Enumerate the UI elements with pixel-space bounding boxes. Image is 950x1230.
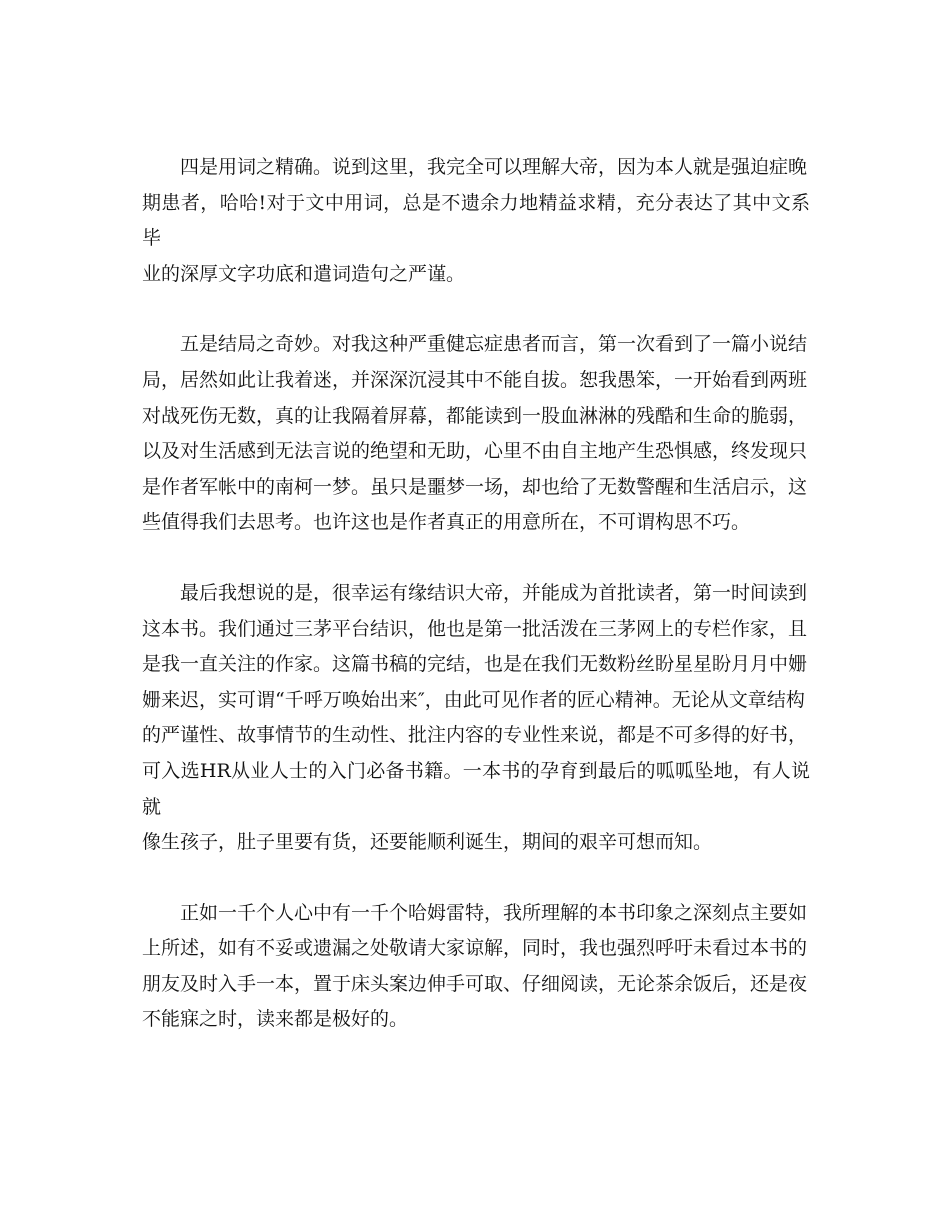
paragraph-ending: 五是结局之奇妙。对我这种严重健忘症患者而言，第一次看到了一篇小说结 局，居然如此让我着迷，并深深沉浸其中不能自拔。恕我愚笨，一开始看到两班 对战死伤无数，真的让我隔着屏幕，都能读到一股血淋淋的残酷和生命的脆弱， 以及对生活感到无法言说的绝望和无助，心里不由自主地产生恐惧感，终发现只 是作者军帐中的南柯一梦。虽只是噩梦一场，却也给了无数警醒和生活启示，这 些值得我们去思考。也许这也是作者真正的用意所在，不可谓构思不巧。 bbox=[142, 333, 808, 534]
document-body bbox=[142, 150, 810, 1038]
paragraph-word-precision: 四是用词之精确。说到这里，我完全可以理解大帝，因为本人就是强迫症晚 期患者，哈哈!对于文中用词，总是不遗余力地精益求精，充分表达了其中文系毕 业的深厚文字功底和遣词造句之严谨。 bbox=[142, 156, 810, 285]
paragraph-conclusion: 正如一千个人心中有一千个哈姆雷特，我所理解的本书印象之深刻点主要如 上所述，如有不妥或遗漏之处敬请大家谅解，同时，我也强烈呼吁未看过本书的 朋友及时入手一本，置于床头案边伸手可取、仔细阅读，无论茶余饭后，还是夜 不能寐之时，读来都是极好的。 bbox=[142, 901, 808, 1031]
paragraph-final-thoughts: 最后我想说的是，很幸运有缘结识大帝，并能成为首批读者，第一时间读到 这本书。我们通过三茅平台结识，他也是第一批活泼在三茅网上的专栏作家，且 是我一直关注的作家。这篇书稿的完结，也是在我们无数粉丝盼星星盼月月中姗 姗来迟，实可谓“千呼万唤始出来″，由此可见作者的匠心精神。无论从文章结构 的严谨性、故事情节的生动性、批注内容的专业性来说，都是不可多得的好书， 可入选HR从业人士的入门必备书籍。一本书的孕育到最后的呱呱坠地，有人说就 像生孩子，肚子里要有货，还要能顺利诞生，期间的艰辛可想而知。 bbox=[142, 581, 810, 854]
